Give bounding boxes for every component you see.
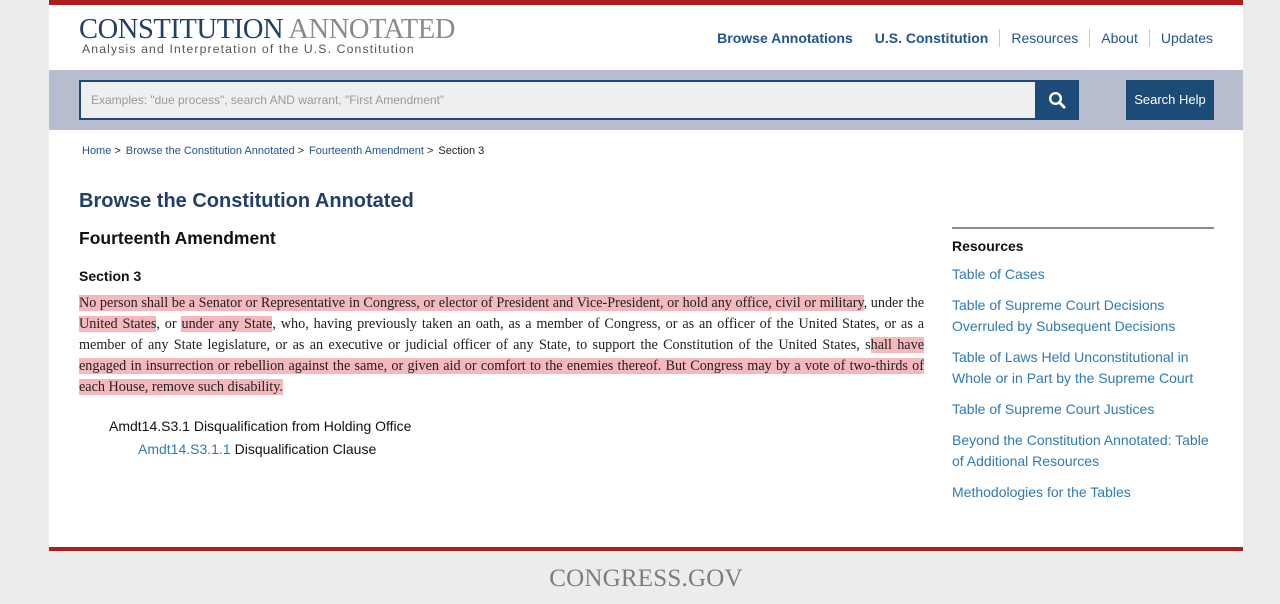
logo-title bbox=[79, 15, 455, 45]
amendment-title: Fourteenth Amendment bbox=[79, 228, 276, 248]
sidebar-link-additional-resources[interactable]: Beyond the Constitution Annotated: Table of Additional Resources bbox=[952, 432, 1209, 469]
breadcrumb-separator: > bbox=[297, 145, 304, 157]
page-title: Browse the Constitution Annotated bbox=[79, 190, 414, 212]
logo-title-light: ANNOTATED bbox=[283, 14, 456, 45]
breadcrumb bbox=[82, 145, 484, 157]
toc-item-disqualification-clause bbox=[138, 441, 376, 457]
highlighted-text: United States bbox=[79, 316, 157, 332]
search-icon bbox=[1048, 91, 1066, 109]
nav-browse-annotations[interactable]: Browse Annotations bbox=[717, 30, 853, 46]
sidebar-rule bbox=[952, 227, 1214, 229]
logo-title-strong: CONSTITUTION bbox=[79, 14, 284, 45]
plain-text: , or bbox=[156, 316, 182, 332]
search-help-button[interactable]: Search Help bbox=[1126, 80, 1214, 120]
top-red-rule bbox=[49, 0, 1243, 5]
logo-subtitle: Analysis and Interpretation of the U.S. Constitution bbox=[82, 42, 415, 56]
breadcrumb-current: Section 3 bbox=[438, 145, 485, 157]
toc-item-title: Disqualification Clause bbox=[234, 441, 377, 457]
breadcrumb-browse[interactable]: Browse the Constitution Annotated bbox=[125, 145, 295, 157]
sidebar-link-decisions-overruled[interactable]: Table of Supreme Court Decisions Overruled by Subsequent Decisions bbox=[952, 297, 1176, 334]
search-button[interactable] bbox=[1035, 80, 1079, 120]
search-input[interactable] bbox=[81, 82, 1035, 118]
search-band bbox=[49, 70, 1243, 130]
plain-text: , under the bbox=[863, 295, 925, 311]
sidebar-links bbox=[952, 264, 1217, 513]
nav-about[interactable]: About bbox=[1089, 29, 1149, 47]
breadcrumb-amendment[interactable]: Fourteenth Amendment bbox=[309, 145, 424, 157]
sidebar-link-table-of-cases[interactable]: Table of Cases bbox=[952, 266, 1045, 282]
nav-resources[interactable]: Resources bbox=[999, 29, 1089, 47]
search-box bbox=[79, 80, 1079, 120]
section-title: Section 3 bbox=[79, 268, 142, 284]
breadcrumb-home[interactable]: Home bbox=[82, 145, 112, 157]
page bbox=[49, 0, 1243, 604]
highlighted-text: hall have engaged in insurrection or rebellion against the same, or given aid or comfort to the enemies thereof. But Congress may by a vote of two-thirds of each House, remove such disability. bbox=[79, 337, 924, 395]
congress-gov-logo[interactable]: CONGRESS.GOV bbox=[549, 565, 743, 592]
sidebar-link-justices[interactable]: Table of Supreme Court Justices bbox=[952, 401, 1155, 417]
highlighted-text: under any State bbox=[181, 316, 273, 332]
toc-item-disqualification-from-office: Amdt14.S3.1 Disqualification from Holding Office bbox=[109, 418, 412, 434]
sidebar-link-laws-unconstitutional[interactable]: Table of Laws Held Unconstitutional in Whole or in Part by the Supreme Court bbox=[952, 349, 1194, 386]
toc-link-amdt14-s3-1-1[interactable]: Amdt14.S3.1.1 bbox=[138, 441, 231, 457]
breadcrumb-separator: > bbox=[426, 145, 434, 157]
constitution-text bbox=[79, 293, 924, 398]
nav-us-constitution[interactable]: U.S. Constitution bbox=[874, 30, 989, 46]
highlighted-text: No person shall be a Senator or Representative in Congress, or elector of President and Vice-President, or hold any office, civil or military bbox=[79, 295, 864, 311]
site-logo[interactable] bbox=[79, 15, 455, 56]
sidebar-title: Resources bbox=[952, 238, 1024, 254]
nav-updates[interactable]: Updates bbox=[1149, 29, 1213, 47]
sidebar-link-methodologies[interactable]: Methodologies for the Tables bbox=[952, 484, 1131, 500]
plain-text: , who, having previously taken an oath, as a member of Congress, or as an officer of the United States, or as a member of any State legislature, or as an executive or judicial officer of any State, to support the Constitution of the United States, s bbox=[79, 316, 925, 353]
breadcrumb-separator: > bbox=[114, 145, 121, 157]
main-nav bbox=[706, 29, 1213, 47]
